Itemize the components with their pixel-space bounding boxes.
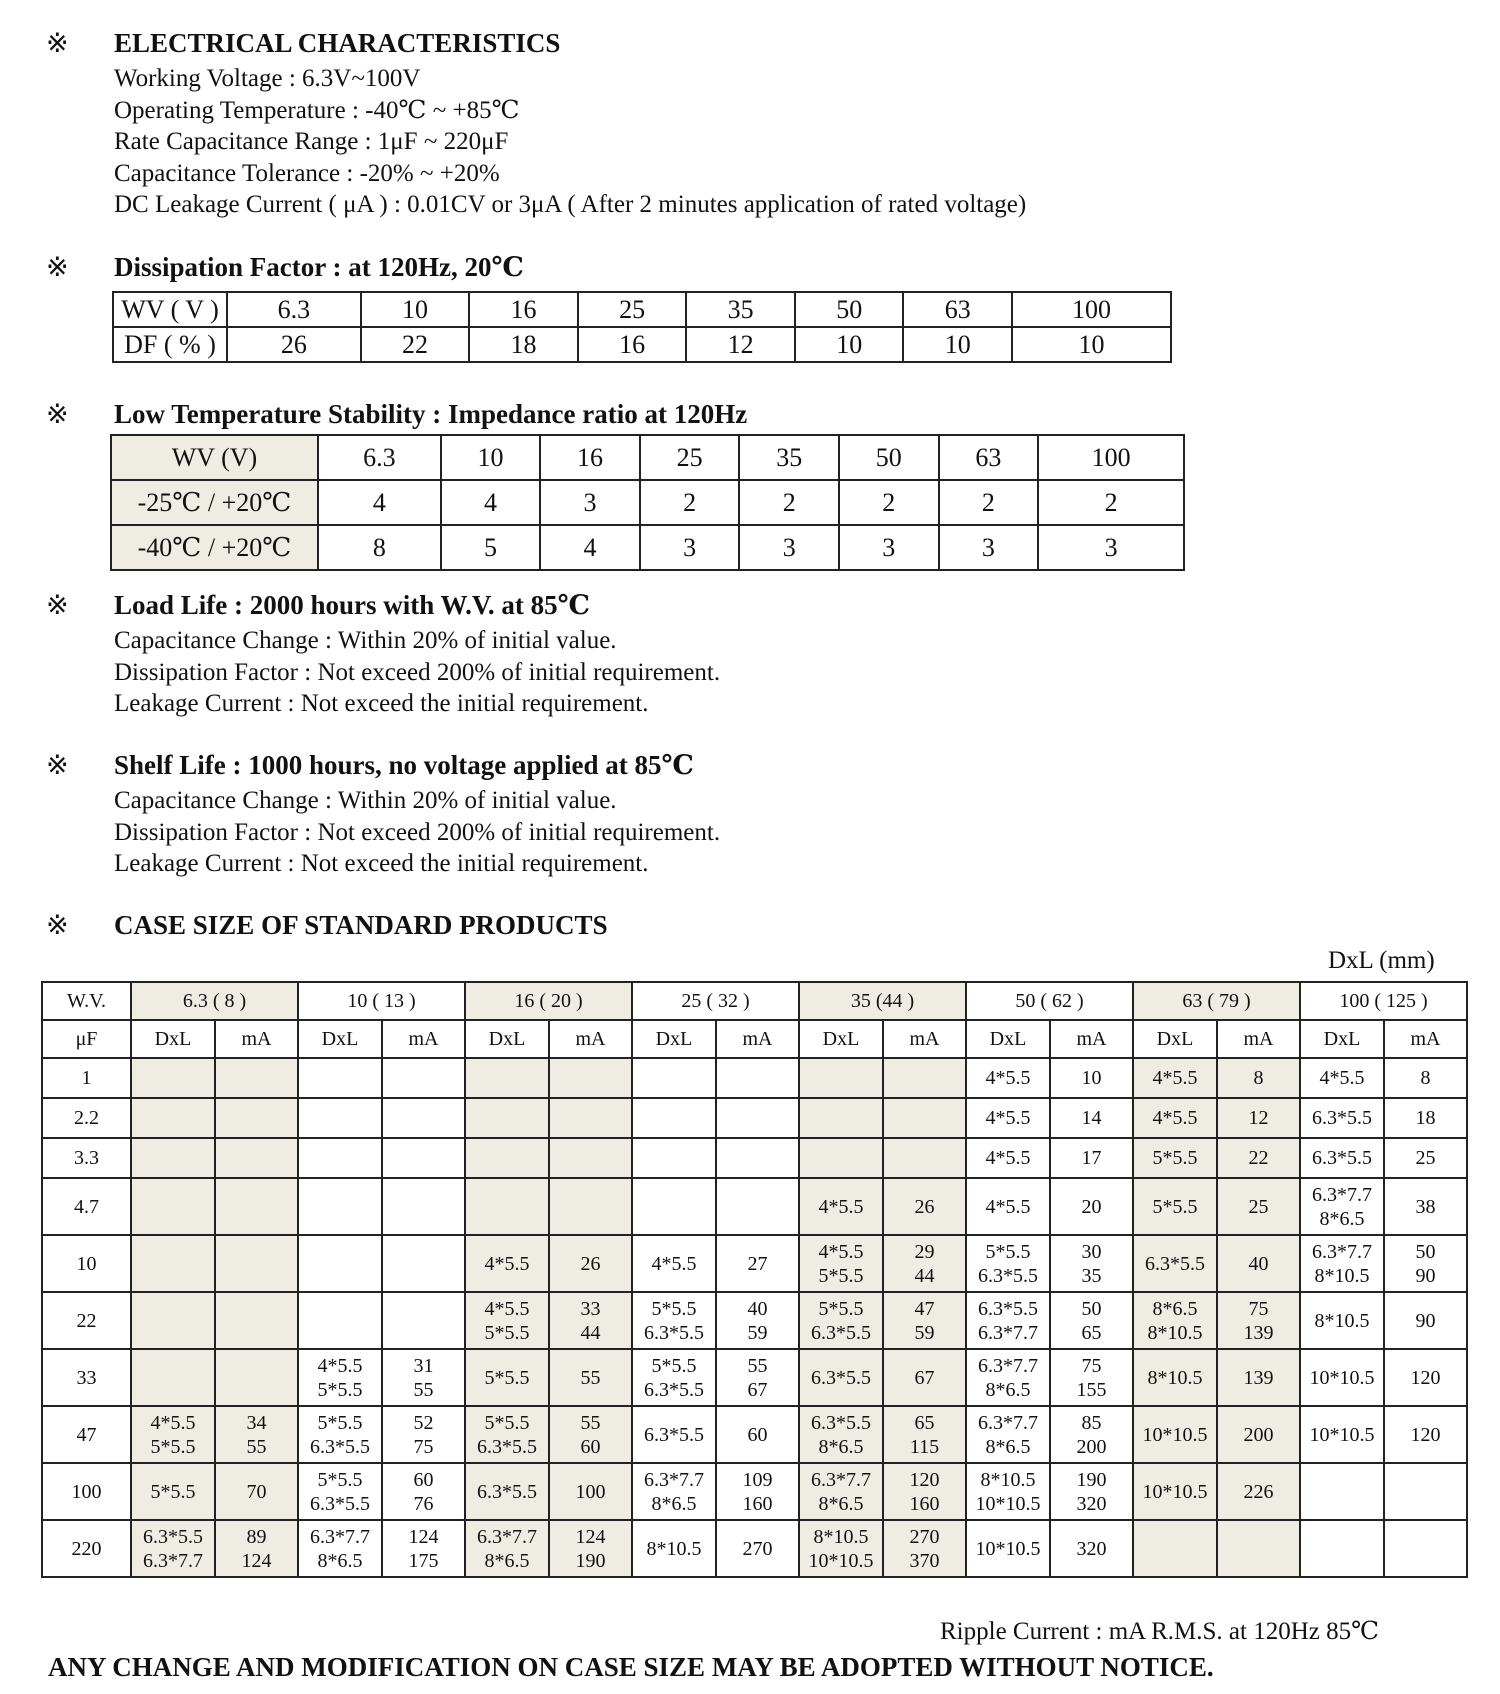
ma-cell	[382, 1178, 465, 1235]
ma-cell	[1384, 1463, 1467, 1520]
voltage-header: 16 ( 20 )	[465, 982, 632, 1020]
ma-subheader: mA	[1384, 1020, 1467, 1058]
shelf-life-line: Dissipation Factor : Not exceed 200% of initial requirement.	[114, 818, 721, 846]
ma-cell	[215, 1098, 298, 1138]
ma-cell: 89 124	[215, 1520, 298, 1577]
dxl-cell: 6.3*7.7 8*6.5	[465, 1520, 549, 1577]
dxl-cell: 6.3*5.5	[799, 1349, 883, 1406]
ma-cell: 55 67	[716, 1349, 799, 1406]
ma-cell	[215, 1178, 298, 1235]
electrical-line: Rate Capacitance Range : 1μF ~ 220μF	[114, 128, 509, 155]
ma-cell: 27	[716, 1235, 799, 1292]
dissipation-cell: 12	[686, 327, 795, 362]
dxl-cell	[131, 1058, 215, 1098]
low-temp-cell: 4	[441, 480, 541, 525]
ma-cell	[883, 1098, 966, 1138]
dxl-cell: 4*5.5	[1300, 1058, 1384, 1098]
dxl-cell: 4*5.5	[966, 1178, 1050, 1235]
ma-cell	[1384, 1520, 1467, 1577]
ma-cell	[382, 1058, 465, 1098]
ma-cell: 50 65	[1050, 1292, 1133, 1349]
low-temp-cell: 5	[441, 525, 541, 570]
dxl-cell	[298, 1138, 382, 1178]
dxl-cell: 4*5.5	[966, 1058, 1050, 1098]
ma-subheader: mA	[716, 1020, 799, 1058]
dxl-cell	[298, 1292, 382, 1349]
dxl-cell: 8*10.5	[1133, 1349, 1217, 1406]
ma-cell: 40	[1217, 1235, 1300, 1292]
case-size-row	[42, 1406, 1467, 1463]
dxl-cell: 6.3*5.5	[1300, 1098, 1384, 1138]
ma-cell: 29 44	[883, 1235, 966, 1292]
ma-cell: 124 190	[549, 1520, 632, 1577]
ma-cell: 109 160	[716, 1463, 799, 1520]
dxl-cell: 5*5.5 6.3*5.5	[799, 1292, 883, 1349]
ma-subheader: mA	[382, 1020, 465, 1058]
reference-mark: ※	[46, 910, 69, 940]
ma-cell	[549, 1138, 632, 1178]
ma-cell: 30 35	[1050, 1235, 1133, 1292]
ma-cell: 31 55	[382, 1349, 465, 1406]
ma-cell: 33 44	[549, 1292, 632, 1349]
dxl-cell: 5*5.5 6.3*5.5	[966, 1235, 1050, 1292]
dxl-cell: 6.3*5.5 8*6.5	[799, 1406, 883, 1463]
ma-cell: 120	[1384, 1406, 1467, 1463]
dxl-cell: 6.3*7.7 8*6.5	[1300, 1178, 1384, 1235]
ma-cell: 12	[1217, 1098, 1300, 1138]
dxl-cell: 8*10.5	[1300, 1292, 1384, 1349]
ma-cell: 85 200	[1050, 1406, 1133, 1463]
ma-cell	[883, 1138, 966, 1178]
ma-cell: 25	[1384, 1138, 1467, 1178]
dxl-cell	[131, 1178, 215, 1235]
dxl-cell: 5*5.5 6.3*5.5	[632, 1349, 716, 1406]
ma-subheader: mA	[549, 1020, 632, 1058]
capacitance-cell: 3.3	[42, 1138, 131, 1178]
dxl-subheader: DxL	[131, 1020, 215, 1058]
dxl-cell	[131, 1098, 215, 1138]
ma-cell: 50 90	[1384, 1235, 1467, 1292]
dxl-cell	[465, 1058, 549, 1098]
low-temp-row	[111, 525, 1184, 570]
dxl-cell	[799, 1138, 883, 1178]
ma-cell: 75 155	[1050, 1349, 1133, 1406]
reference-mark: ※	[46, 399, 69, 429]
dxl-cell: 4*5.5 5*5.5	[465, 1292, 549, 1349]
dxl-cell: 10*10.5	[966, 1520, 1050, 1577]
ma-cell: 25	[1217, 1178, 1300, 1235]
case-size-title: CASE SIZE OF STANDARD PRODUCTS	[114, 910, 608, 940]
capacitance-cell: 47	[42, 1406, 131, 1463]
voltage-header: 10 ( 13 )	[298, 982, 465, 1020]
ma-cell: 26	[883, 1178, 966, 1235]
dxl-cell: 5*5.5 6.3*5.5	[298, 1406, 382, 1463]
dxl-cell: 10*10.5	[1300, 1406, 1384, 1463]
load-life-line: Leakage Current : Not exceed the initial requirement.	[114, 690, 649, 717]
low-temp-cell: 63	[939, 435, 1039, 480]
dxl-cell: 10*10.5	[1133, 1463, 1217, 1520]
dxl-cell: 8*10.5 10*10.5	[966, 1463, 1050, 1520]
dxl-subheader: DxL	[799, 1020, 883, 1058]
ma-cell	[215, 1235, 298, 1292]
dxl-cell: 5*5.5	[1133, 1178, 1217, 1235]
voltage-header: 50 ( 62 )	[966, 982, 1133, 1020]
ma-cell	[716, 1098, 799, 1138]
ma-cell: 10	[1050, 1058, 1133, 1098]
low-temp-cell: 3	[1038, 525, 1184, 570]
dissipation-cell: 25	[578, 292, 687, 327]
dxl-cell	[465, 1178, 549, 1235]
dxl-cell: 4*5.5	[632, 1235, 716, 1292]
dxl-cell: 6.3*7.7 8*6.5	[632, 1463, 716, 1520]
low-temp-cell: 3	[939, 525, 1039, 570]
case-size-row	[42, 1058, 1467, 1098]
dissipation-cell: 63	[903, 292, 1012, 327]
ma-cell: 120	[1384, 1349, 1467, 1406]
ma-cell: 60 76	[382, 1463, 465, 1520]
dxl-subheader: DxL	[298, 1020, 382, 1058]
ma-cell: 100	[549, 1463, 632, 1520]
dxl-cell	[131, 1235, 215, 1292]
dxl-cell: 8*6.5 8*10.5	[1133, 1292, 1217, 1349]
ma-cell: 190 320	[1050, 1463, 1133, 1520]
case-size-subheader-row	[42, 1020, 1467, 1058]
dxl-cell	[632, 1058, 716, 1098]
low-temp-cell: 3	[540, 480, 640, 525]
dxl-cell: 5*5.5 6.3*5.5	[298, 1463, 382, 1520]
dissipation-cell: 6.3	[227, 292, 361, 327]
dxl-cell: 5*5.5 6.3*5.5	[465, 1406, 549, 1463]
low-temp-cell: 6.3	[318, 435, 441, 480]
reference-mark: ※	[46, 590, 69, 620]
dissipation-row-label: WV ( V )	[113, 292, 227, 327]
capacitance-cell: 33	[42, 1349, 131, 1406]
ma-cell	[883, 1058, 966, 1098]
capacitance-cell: 1	[42, 1058, 131, 1098]
low-temp-cell: 3	[839, 525, 939, 570]
dxl-cell: 4*5.5	[465, 1235, 549, 1292]
dxl-cell: 5*5.5 6.3*5.5	[632, 1292, 716, 1349]
capacitance-cell: 2.2	[42, 1098, 131, 1138]
electrical-line: Working Voltage : 6.3V~100V	[114, 65, 421, 92]
electrical-lines	[114, 63, 1026, 221]
dxl-cell	[1133, 1520, 1217, 1577]
dxl-cell	[799, 1098, 883, 1138]
shelf-life-title: Shelf Life : 1000 hours, no voltage applied at 85℃	[114, 750, 694, 780]
case-size-row	[42, 1349, 1467, 1406]
ma-cell	[215, 1349, 298, 1406]
dxl-cell: 5*5.5	[1133, 1138, 1217, 1178]
low-temp-row-label: WV (V)	[111, 435, 318, 480]
voltage-header: 25 ( 32 )	[632, 982, 799, 1020]
dxl-cell: 5*5.5	[131, 1463, 215, 1520]
low-temp-cell: 3	[640, 525, 740, 570]
ma-cell	[716, 1058, 799, 1098]
load-life-line: Dissipation Factor : Not exceed 200% of initial requirement.	[114, 658, 721, 686]
electrical-title: ELECTRICAL CHARACTERISTICS	[114, 28, 561, 58]
case-size-row	[42, 1463, 1467, 1520]
ma-cell	[1217, 1520, 1300, 1577]
wv-header: W.V.	[42, 982, 131, 1020]
capacitance-cell: 22	[42, 1292, 131, 1349]
shelf-life-lines	[114, 785, 720, 880]
ma-cell: 270 370	[883, 1520, 966, 1577]
dxl-subheader: DxL	[1133, 1020, 1217, 1058]
dxl-cell: 6.3*7.7 8*6.5	[966, 1349, 1050, 1406]
ma-cell: 65 115	[883, 1406, 966, 1463]
dxl-cell	[465, 1138, 549, 1178]
change-notice: ANY CHANGE AND MODIFICATION ON CASE SIZE MAY BE ADOPTED WITHOUT NOTICE.	[48, 1652, 1214, 1682]
low-temp-cell: 8	[318, 525, 441, 570]
dxl-cell: 4*5.5 5*5.5	[298, 1349, 382, 1406]
load-life-line: Capacitance Change : Within 20% of initial value.	[114, 627, 617, 654]
electrical-line: Capacitance Tolerance : -20% ~ +20%	[114, 159, 500, 187]
ma-cell: 20	[1050, 1178, 1133, 1235]
case-size-row	[42, 1098, 1467, 1138]
dxl-cell: 6.3*5.5 6.3*7.7	[966, 1292, 1050, 1349]
dissipation-cell: 100	[1012, 292, 1171, 327]
low-temp-title: Low Temperature Stability : Impedance ratio at 120Hz	[114, 399, 748, 429]
dxl-cell: 6.3*5.5	[465, 1463, 549, 1520]
reference-mark: ※	[46, 28, 69, 58]
case-size-row	[42, 1520, 1467, 1577]
ma-cell: 55 60	[549, 1406, 632, 1463]
ma-cell: 139	[1217, 1349, 1300, 1406]
case-size-row	[42, 1235, 1467, 1292]
dissipation-cell: 10	[1012, 327, 1171, 362]
dxl-subheader: DxL	[966, 1020, 1050, 1058]
voltage-header: 6.3 ( 8 )	[131, 982, 298, 1020]
dxl-cell	[298, 1178, 382, 1235]
voltage-header: 100 ( 125 )	[1300, 982, 1467, 1020]
ma-cell: 270	[716, 1520, 799, 1577]
dxl-cell: 6.3*7.7 8*6.5	[298, 1520, 382, 1577]
dxl-cell: 4*5.5	[1133, 1098, 1217, 1138]
dxl-cell: 6.3*5.5	[1300, 1138, 1384, 1178]
ma-cell	[549, 1058, 632, 1098]
case-size-row	[42, 1138, 1467, 1178]
dxl-cell	[632, 1178, 716, 1235]
uf-header: μF	[42, 1020, 131, 1058]
low-temp-cell: 2	[640, 480, 740, 525]
dissipation-row	[113, 292, 1171, 327]
electrical-line: Operating Temperature : -40℃ ~ +85℃	[114, 96, 520, 124]
electrical-line: DC Leakage Current ( μA ) : 0.01CV or 3μA ( After 2 minutes application of rated voltage)	[114, 191, 1027, 218]
ma-cell: 60	[716, 1406, 799, 1463]
ma-cell	[382, 1138, 465, 1178]
dissipation-cell: 18	[469, 327, 578, 362]
ma-cell: 34 55	[215, 1406, 298, 1463]
case-size-voltage-row	[42, 982, 1467, 1020]
dissipation-title: Dissipation Factor : at 120Hz, 20℃	[114, 252, 524, 282]
dxl-cell	[799, 1058, 883, 1098]
ma-cell	[549, 1178, 632, 1235]
low-temp-row	[111, 435, 1184, 480]
low-temp-cell: 3	[739, 525, 839, 570]
case-size-table	[41, 981, 1468, 1578]
ma-subheader: mA	[883, 1020, 966, 1058]
dxl-cell: 6.3*7.7 8*10.5	[1300, 1235, 1384, 1292]
dxl-cell	[465, 1098, 549, 1138]
dxl-cell: 4*5.5	[966, 1098, 1050, 1138]
dxl-subheader: DxL	[632, 1020, 716, 1058]
low-temp-cell: 35	[739, 435, 839, 480]
ma-cell	[215, 1292, 298, 1349]
dxl-cell	[298, 1235, 382, 1292]
ma-cell	[382, 1235, 465, 1292]
shelf-life-line: Capacitance Change : Within 20% of initial value.	[114, 787, 617, 814]
voltage-header: 35 (44 )	[799, 982, 966, 1020]
case-size-row	[42, 1178, 1467, 1235]
ma-cell: 90	[1384, 1292, 1467, 1349]
ma-subheader: mA	[1050, 1020, 1133, 1058]
low-temp-table	[110, 434, 1185, 571]
dxl-cell	[131, 1349, 215, 1406]
dissipation-cell: 10	[903, 327, 1012, 362]
dissipation-cell: 22	[361, 327, 470, 362]
reference-mark: ※	[46, 750, 69, 780]
ma-cell	[215, 1138, 298, 1178]
ma-cell: 38	[1384, 1178, 1467, 1235]
reference-mark: ※	[46, 252, 69, 282]
ma-cell: 200	[1217, 1406, 1300, 1463]
voltage-header: 63 ( 79 )	[1133, 982, 1300, 1020]
dxl-cell: 6.3*7.7 8*6.5	[799, 1463, 883, 1520]
case-size-row	[42, 1292, 1467, 1349]
low-temp-cell: 100	[1038, 435, 1184, 480]
ma-cell: 40 59	[716, 1292, 799, 1349]
ma-cell: 26	[549, 1235, 632, 1292]
load-life-lines	[114, 625, 720, 720]
ma-cell	[716, 1138, 799, 1178]
ma-cell: 17	[1050, 1138, 1133, 1178]
dissipation-row	[113, 327, 1171, 362]
low-temp-cell: 25	[640, 435, 740, 480]
low-temp-cell: 50	[839, 435, 939, 480]
ma-cell	[382, 1098, 465, 1138]
low-temp-cell: 2	[839, 480, 939, 525]
ma-cell: 47 59	[883, 1292, 966, 1349]
low-temp-cell: 2	[939, 480, 1039, 525]
capacitance-cell: 10	[42, 1235, 131, 1292]
ma-cell: 8	[1217, 1058, 1300, 1098]
case-size-unit: DxL (mm)	[1328, 947, 1435, 974]
dxl-cell	[298, 1058, 382, 1098]
dxl-cell: 5*5.5	[465, 1349, 549, 1406]
low-temp-cell: 2	[739, 480, 839, 525]
dxl-cell: 8*10.5	[632, 1520, 716, 1577]
dxl-cell	[1300, 1520, 1384, 1577]
dissipation-cell: 16	[578, 327, 687, 362]
dissipation-cell: 35	[686, 292, 795, 327]
dxl-cell: 4*5.5	[799, 1178, 883, 1235]
low-temp-cell: 4	[318, 480, 441, 525]
ma-cell: 320	[1050, 1520, 1133, 1577]
dxl-cell: 6.3*5.5	[632, 1406, 716, 1463]
low-temp-row	[111, 480, 1184, 525]
ma-cell: 124 175	[382, 1520, 465, 1577]
ma-cell	[716, 1178, 799, 1235]
shelf-life-line: Leakage Current : Not exceed the initial requirement.	[114, 850, 649, 877]
dissipation-row-label: DF ( % )	[113, 327, 227, 362]
ma-cell: 14	[1050, 1098, 1133, 1138]
low-temp-row-label: -40℃ / +20℃	[111, 525, 318, 570]
dissipation-cell: 50	[795, 292, 904, 327]
ma-cell	[382, 1292, 465, 1349]
dxl-cell: 8*10.5 10*10.5	[799, 1520, 883, 1577]
ma-subheader: mA	[1217, 1020, 1300, 1058]
ma-cell: 226	[1217, 1463, 1300, 1520]
dxl-cell	[298, 1098, 382, 1138]
capacitance-cell: 100	[42, 1463, 131, 1520]
ripple-current-note: Ripple Current : mA R.M.S. at 120Hz 85℃	[940, 1618, 1380, 1645]
ma-subheader: mA	[215, 1020, 298, 1058]
low-temp-cell: 4	[540, 525, 640, 570]
low-temp-cell: 16	[540, 435, 640, 480]
dxl-cell	[1300, 1463, 1384, 1520]
dxl-cell	[131, 1138, 215, 1178]
dissipation-cell: 16	[469, 292, 578, 327]
dxl-cell	[632, 1098, 716, 1138]
dxl-cell: 6.3*5.5 6.3*7.7	[131, 1520, 215, 1577]
ma-cell	[549, 1098, 632, 1138]
dxl-cell: 4*5.5	[1133, 1058, 1217, 1098]
low-temp-cell: 10	[441, 435, 541, 480]
dxl-cell	[131, 1292, 215, 1349]
ma-cell: 75 139	[1217, 1292, 1300, 1349]
ma-cell: 55	[549, 1349, 632, 1406]
dissipation-cell: 26	[227, 327, 361, 362]
dxl-subheader: DxL	[465, 1020, 549, 1058]
dissipation-table	[112, 291, 1172, 363]
dxl-cell: 4*5.5	[966, 1138, 1050, 1178]
ma-cell: 70	[215, 1463, 298, 1520]
dissipation-cell: 10	[795, 327, 904, 362]
ma-cell: 120 160	[883, 1463, 966, 1520]
ma-cell: 22	[1217, 1138, 1300, 1178]
dxl-subheader: DxL	[1300, 1020, 1384, 1058]
dxl-cell: 6.3*7.7 8*6.5	[966, 1406, 1050, 1463]
ma-cell: 8	[1384, 1058, 1467, 1098]
ma-cell	[215, 1058, 298, 1098]
dxl-cell: 4*5.5 5*5.5	[131, 1406, 215, 1463]
dissipation-cell: 10	[361, 292, 470, 327]
dxl-cell: 10*10.5	[1300, 1349, 1384, 1406]
low-temp-row-label: -25℃ / +20℃	[111, 480, 318, 525]
ma-cell: 18	[1384, 1098, 1467, 1138]
ma-cell: 67	[883, 1349, 966, 1406]
low-temp-cell: 2	[1038, 480, 1184, 525]
dxl-cell	[632, 1138, 716, 1178]
load-life-title: Load Life : 2000 hours with W.V. at 85℃	[114, 590, 590, 620]
capacitance-cell: 4.7	[42, 1178, 131, 1235]
dxl-cell: 4*5.5 5*5.5	[799, 1235, 883, 1292]
capacitance-cell: 220	[42, 1520, 131, 1577]
ma-cell: 52 75	[382, 1406, 465, 1463]
dxl-cell: 10*10.5	[1133, 1406, 1217, 1463]
dxl-cell: 6.3*5.5	[1133, 1235, 1217, 1292]
